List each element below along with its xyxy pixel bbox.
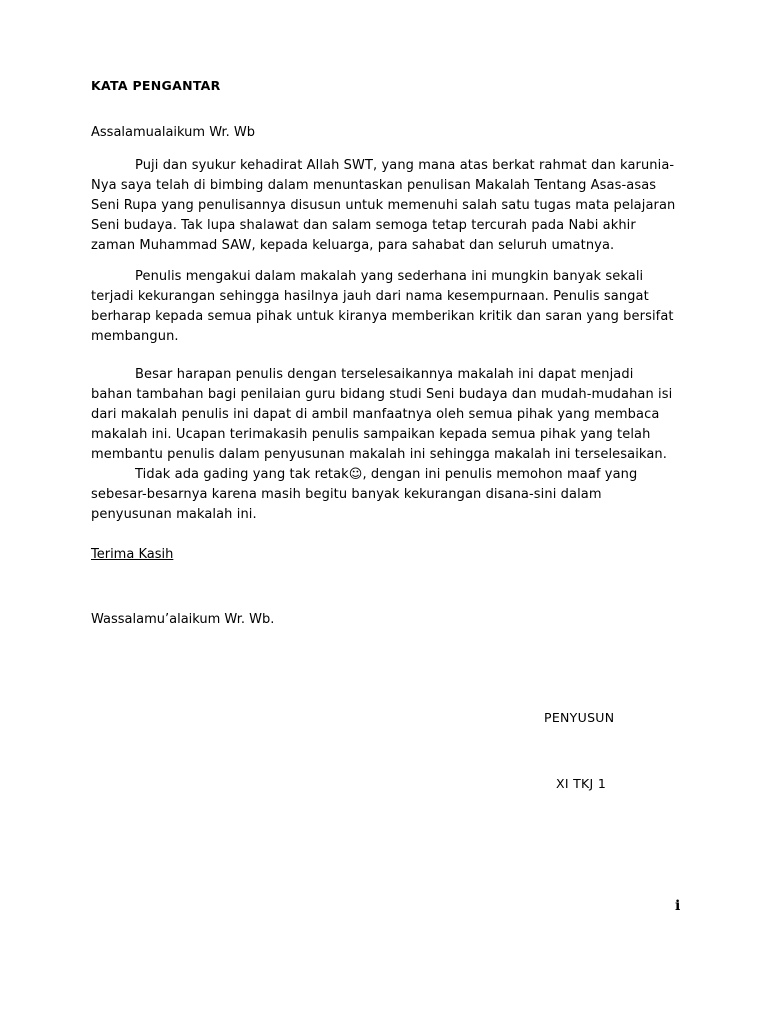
closing-greeting: Wassalamu’alaikum Wr. Wb.: [91, 612, 275, 627]
paragraph-1: Puji dan syukur kehadirat Allah SWT, yang mana atas berkat rahmat dan karunia-Nya saya telah di bimbing dalam menuntaskan penulisan Makalah Tentang Asas-asas Seni Rupa yang penulisannya disusun untuk memenuhi salah satu tugas mata pelajaran Seni budaya. Tak lupa shalawat dan salam semoga tetap tercurah pada Nabi akhir zaman Muhammad SAW, kepada keluarga, para sahabat dan seluruh umatnya.: [91, 158, 676, 253]
paragraph-4: Tidak ada gading yang tak retak☺, dengan ini penulis memohon maaf yang sebesar-besarnya karena masih begitu banyak kekurangan disana-sini dalam penyusunan makalah ini.: [91, 467, 638, 522]
author-label: PENYUSUN: [544, 710, 615, 725]
document-title: KATA PENGANTAR: [91, 78, 221, 93]
class-label: XI TKJ 1: [556, 776, 607, 791]
paragraph-2: Penulis mengakui dalam makalah yang sederhana ini mungkin banyak sekali terjadi kekurangan sehingga hasilnya jauh dari nama kesempurnaan. Penulis sangat berharap kepada semua pihak untuk kiranya memberikan kritik dan saran yang bersifat membangun.: [91, 269, 674, 344]
greeting: Assalamualaikum Wr. Wb: [91, 125, 255, 140]
page-number: i: [675, 898, 681, 914]
thanks-text: Terima Kasih: [91, 547, 174, 562]
paragraph-3: Besar harapan penulis dengan terselesaikannya makalah ini dapat menjadi bahan tambahan bagi penilaian guru bidang studi Seni budaya dan mudah-mudahan isi dari makalah penulis ini dapat di ambil manfaatnya oleh semua pihak yang membaca makalah ini. Ucapan terimakasih penulis sampaikan kepada semua pihak yang telah membantu penulis dalam penyusunan makalah ini sehingga makalah ini terselesaikan.: [91, 367, 673, 462]
